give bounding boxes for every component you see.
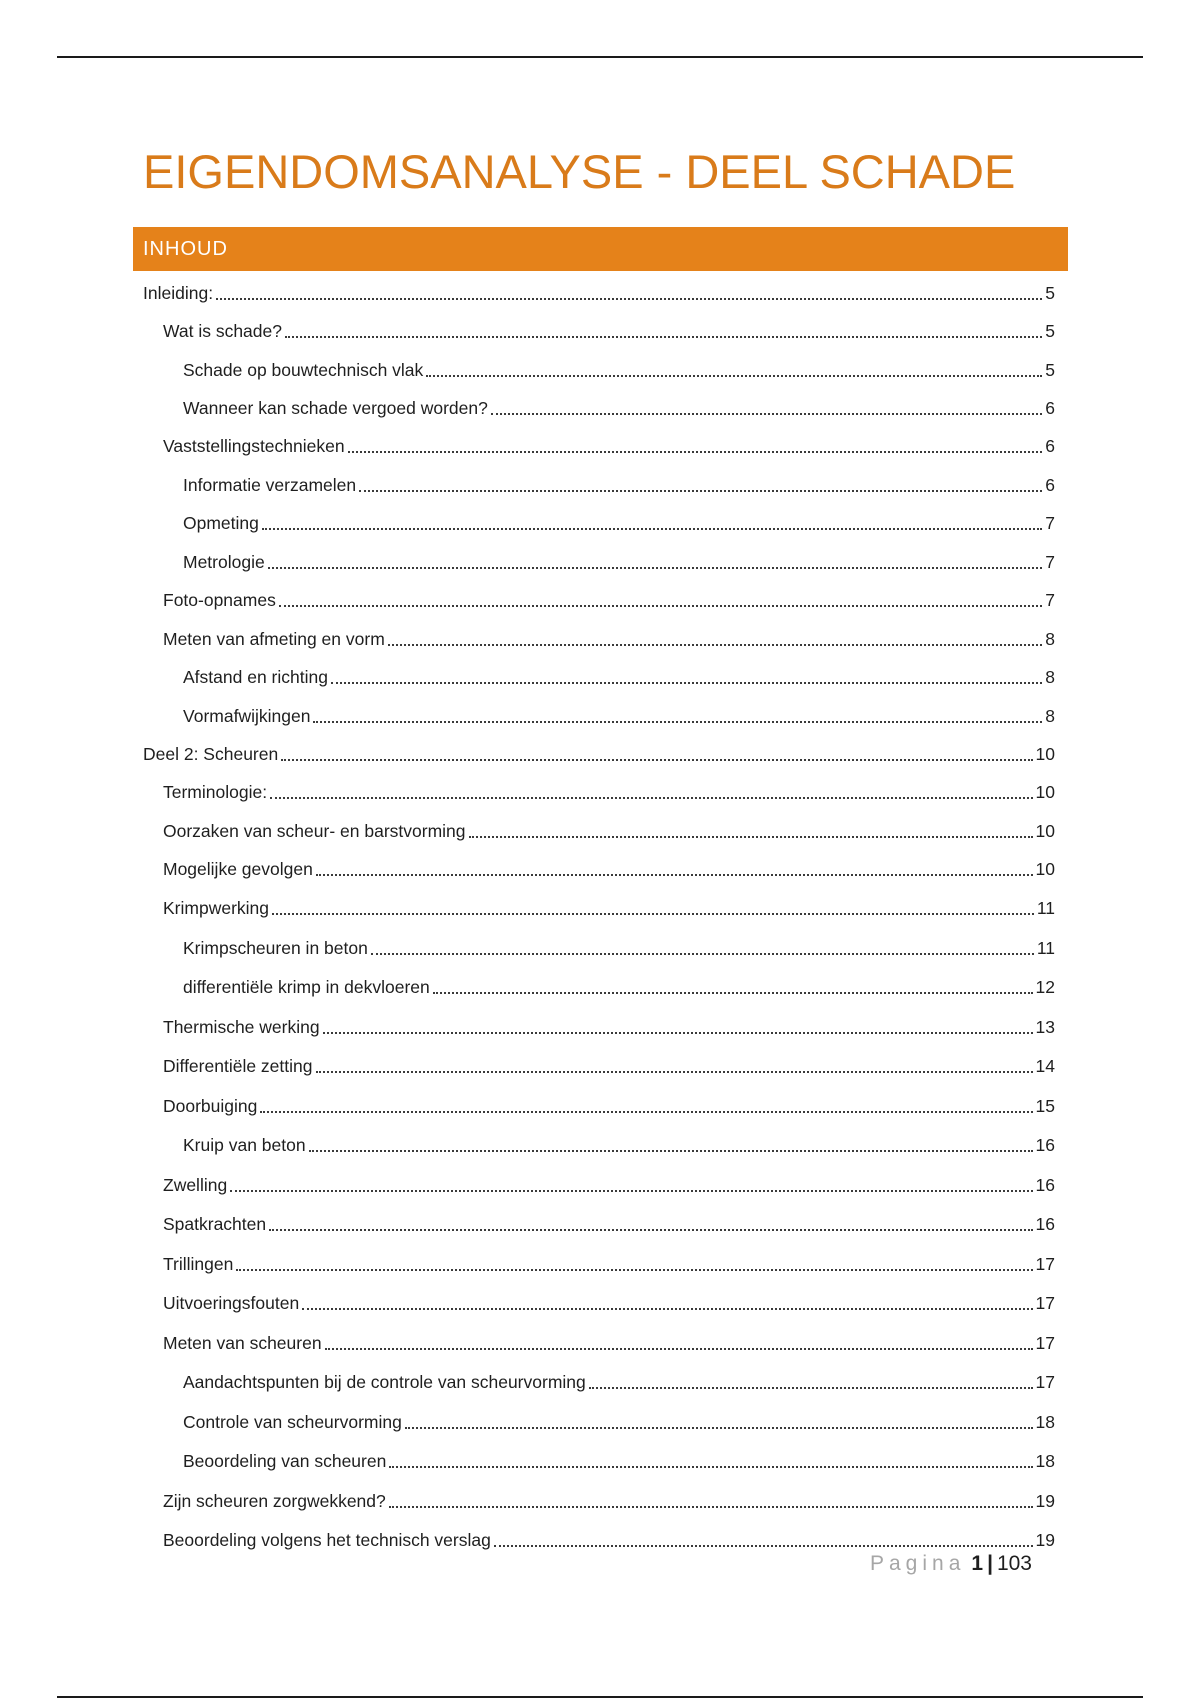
toc-entry-label: Doorbuiging: [163, 1095, 258, 1116]
toc-entry[interactable]: [143, 1047, 1055, 1087]
toc-entry[interactable]: [143, 1363, 1055, 1403]
toc-entry-page: 7: [1045, 590, 1055, 611]
toc-entry-label: Wat is schade?: [163, 321, 282, 342]
toc-leader-dots: [272, 912, 1034, 915]
toc-entry[interactable]: [143, 274, 1055, 312]
top-rule: [57, 56, 1143, 58]
toc-entry-page: 11: [1036, 898, 1055, 919]
toc-entry-page: 10: [1035, 859, 1055, 880]
toc-entry[interactable]: [143, 851, 1055, 889]
toc-entry-label: Beoordeling volgens het technisch verslag: [163, 1530, 491, 1551]
toc-entry[interactable]: [143, 312, 1055, 350]
toc-entry-label: Inleiding:: [143, 282, 214, 303]
toc-entry-page: 7: [1045, 513, 1055, 534]
toc-entry-page: 11: [1036, 937, 1055, 958]
toc-entry[interactable]: [143, 1126, 1055, 1166]
toc-leader-dots: [491, 412, 1042, 415]
toc-entry-page: 5: [1045, 282, 1055, 303]
toc-entry-label: Krimpscheuren in beton: [183, 937, 368, 958]
toc-entry-label: differentiële krimp in dekvloeren: [183, 977, 430, 998]
page-number: 1: [971, 1552, 984, 1575]
toc-entry[interactable]: [143, 466, 1055, 504]
toc-entry-page: 12: [1035, 977, 1055, 998]
toc-leader-dots: [302, 1307, 1032, 1310]
toc-entry-label: Trillingen: [163, 1253, 234, 1274]
toc-leader-dots: [589, 1386, 1033, 1389]
toc-entry-page: 18: [1035, 1411, 1055, 1432]
toc-entry-page: 8: [1045, 628, 1055, 649]
toc-entry[interactable]: [143, 658, 1055, 696]
toc-leader-dots: [316, 873, 1033, 876]
toc-entry-page: 5: [1045, 359, 1055, 380]
toc-entry-label: Spatkrachten: [163, 1214, 267, 1235]
section-heading-bar: [133, 227, 1068, 271]
toc-entry-label: Opmeting: [183, 513, 259, 534]
toc-leader-dots: [433, 991, 1033, 994]
toc-entry-label: Schade op bouwtechnisch vlak: [183, 359, 424, 380]
toc-entry-page: 13: [1035, 1016, 1055, 1037]
toc-entry[interactable]: [143, 1284, 1055, 1324]
toc-entry[interactable]: [143, 1442, 1055, 1482]
page-footer: [870, 1552, 1032, 1576]
toc-entry-label: Oorzaken van scheur- en barstvorming: [163, 820, 466, 841]
toc-entry-label: Vaststellingstechnieken: [163, 436, 345, 457]
toc-entry[interactable]: [143, 428, 1055, 466]
toc-leader-dots: [230, 1189, 1032, 1192]
toc-entry-label: Informatie verzamelen: [183, 474, 357, 495]
toc-entry[interactable]: [143, 697, 1055, 735]
toc-leader-dots: [469, 835, 1033, 838]
table-of-contents: [143, 274, 1055, 1561]
toc-entry[interactable]: [143, 620, 1055, 658]
toc-entry-label: Controle van scheurvorming: [183, 1411, 402, 1432]
toc-leader-dots: [313, 720, 1042, 723]
toc-leader-dots: [371, 952, 1034, 955]
toc-entry-page: 16: [1035, 1174, 1055, 1195]
toc-entry-page: 6: [1045, 474, 1055, 495]
toc-entry-page: 17: [1035, 1253, 1055, 1274]
toc-entry-label: Zijn scheuren zorgwekkend?: [163, 1490, 386, 1511]
toc-entry[interactable]: [143, 929, 1055, 969]
toc-entry-label: Krimpwerking: [163, 898, 269, 919]
toc-leader-dots: [269, 1228, 1032, 1231]
toc-entry-page: 15: [1035, 1095, 1055, 1116]
page-separator: |: [987, 1552, 993, 1575]
document-title: EIGENDOMSANALYSE - DEEL SCHADE: [143, 145, 1016, 198]
toc-leader-dots: [323, 1031, 1033, 1034]
toc-entry-page: 16: [1035, 1214, 1055, 1235]
toc-entry-page: 8: [1045, 705, 1055, 726]
toc-entry[interactable]: [143, 812, 1055, 850]
toc-entry-page: 8: [1045, 667, 1055, 688]
toc-entry-page: 18: [1035, 1451, 1055, 1472]
page-word: Pagina: [869, 1552, 966, 1575]
toc-entry-label: Deel 2: Scheuren: [143, 743, 279, 764]
toc-entry-page: 19: [1035, 1490, 1055, 1511]
toc-entry[interactable]: [143, 1245, 1055, 1285]
toc-entry-page: 6: [1045, 436, 1055, 457]
toc-entry-page: 14: [1035, 1056, 1055, 1077]
toc-leader-dots: [281, 758, 1032, 761]
toc-leader-dots: [268, 566, 1042, 569]
toc-entry-page: 5: [1045, 321, 1055, 342]
toc-leader-dots: [216, 297, 1042, 300]
toc-entry[interactable]: [143, 889, 1055, 929]
toc-leader-dots: [285, 335, 1042, 338]
toc-entry-page: 6: [1045, 398, 1055, 419]
toc-leader-dots: [236, 1268, 1032, 1271]
toc-entry[interactable]: [143, 774, 1055, 812]
bottom-rule: [57, 1696, 1143, 1698]
toc-leader-dots: [359, 489, 1042, 492]
toc-entry-page: 17: [1035, 1332, 1055, 1353]
toc-leader-dots: [389, 1465, 1032, 1468]
toc-entry[interactable]: [143, 1205, 1055, 1245]
toc-leader-dots: [389, 1505, 1033, 1508]
toc-entry[interactable]: [143, 351, 1055, 389]
toc-leader-dots: [388, 643, 1042, 646]
toc-entry[interactable]: [143, 505, 1055, 543]
toc-entry-label: Kruip van beton: [183, 1135, 306, 1156]
toc-leader-dots: [262, 527, 1042, 530]
toc-leader-dots: [316, 1070, 1033, 1073]
toc-entry[interactable]: [143, 1324, 1055, 1364]
toc-entry[interactable]: [143, 1166, 1055, 1206]
toc-entry-label: Vormafwijkingen: [183, 705, 311, 726]
toc-entry-label: Differentiële zetting: [163, 1056, 313, 1077]
toc-leader-dots: [309, 1149, 1033, 1152]
toc-entry-page: 16: [1035, 1135, 1055, 1156]
toc-entry-label: Beoordeling van scheuren: [183, 1451, 387, 1472]
toc-entry[interactable]: [143, 1403, 1055, 1443]
toc-entry-label: Mogelijke gevolgen: [163, 859, 313, 880]
toc-entry[interactable]: [143, 582, 1055, 620]
toc-entry[interactable]: [143, 389, 1055, 427]
toc-leader-dots: [348, 450, 1042, 453]
toc-entry-label: Metrologie: [183, 551, 265, 572]
toc-entry-label: Foto-opnames: [163, 590, 276, 611]
toc-entry-label: Terminologie:: [163, 782, 268, 803]
toc-leader-dots: [331, 681, 1042, 684]
toc-entry-page: 7: [1045, 551, 1055, 572]
toc-entry-label: Uitvoeringsfouten: [163, 1293, 300, 1314]
toc-entry-page: 17: [1035, 1372, 1055, 1393]
toc-leader-dots: [405, 1426, 1033, 1429]
toc-entry-page: 10: [1035, 743, 1055, 764]
toc-leader-dots: [260, 1110, 1032, 1113]
toc-entry[interactable]: [143, 543, 1055, 581]
toc-entry[interactable]: [143, 1482, 1055, 1522]
toc-entry-label: Meten van scheuren: [163, 1332, 322, 1353]
toc-leader-dots: [494, 1544, 1033, 1547]
toc-entry[interactable]: [143, 735, 1055, 773]
toc-entry[interactable]: [143, 1087, 1055, 1127]
toc-entry-label: Aandachtspunten bij de controle van scheurvorming: [183, 1372, 586, 1393]
toc-leader-dots: [426, 374, 1042, 377]
toc-entry[interactable]: [143, 1008, 1055, 1048]
toc-entry-label: Thermische werking: [163, 1016, 320, 1037]
toc-entry-label: Wanneer kan schade vergoed worden?: [183, 398, 488, 419]
toc-leader-dots: [325, 1347, 1033, 1350]
toc-entry-label: Zwelling: [163, 1174, 228, 1195]
toc-entry[interactable]: [143, 968, 1055, 1008]
toc-entry-label: Afstand en richting: [183, 667, 328, 688]
toc-entry-page: 10: [1035, 782, 1055, 803]
toc-entry-label: Meten van afmeting en vorm: [163, 628, 385, 649]
toc-leader-dots: [279, 604, 1042, 607]
total-pages: 103: [996, 1552, 1032, 1575]
toc-entry-page: 17: [1035, 1293, 1055, 1314]
toc-entry-page: 19: [1035, 1530, 1055, 1551]
toc-leader-dots: [270, 796, 1032, 799]
toc-entry-page: 10: [1035, 820, 1055, 841]
section-heading: INHOUD: [143, 237, 228, 260]
